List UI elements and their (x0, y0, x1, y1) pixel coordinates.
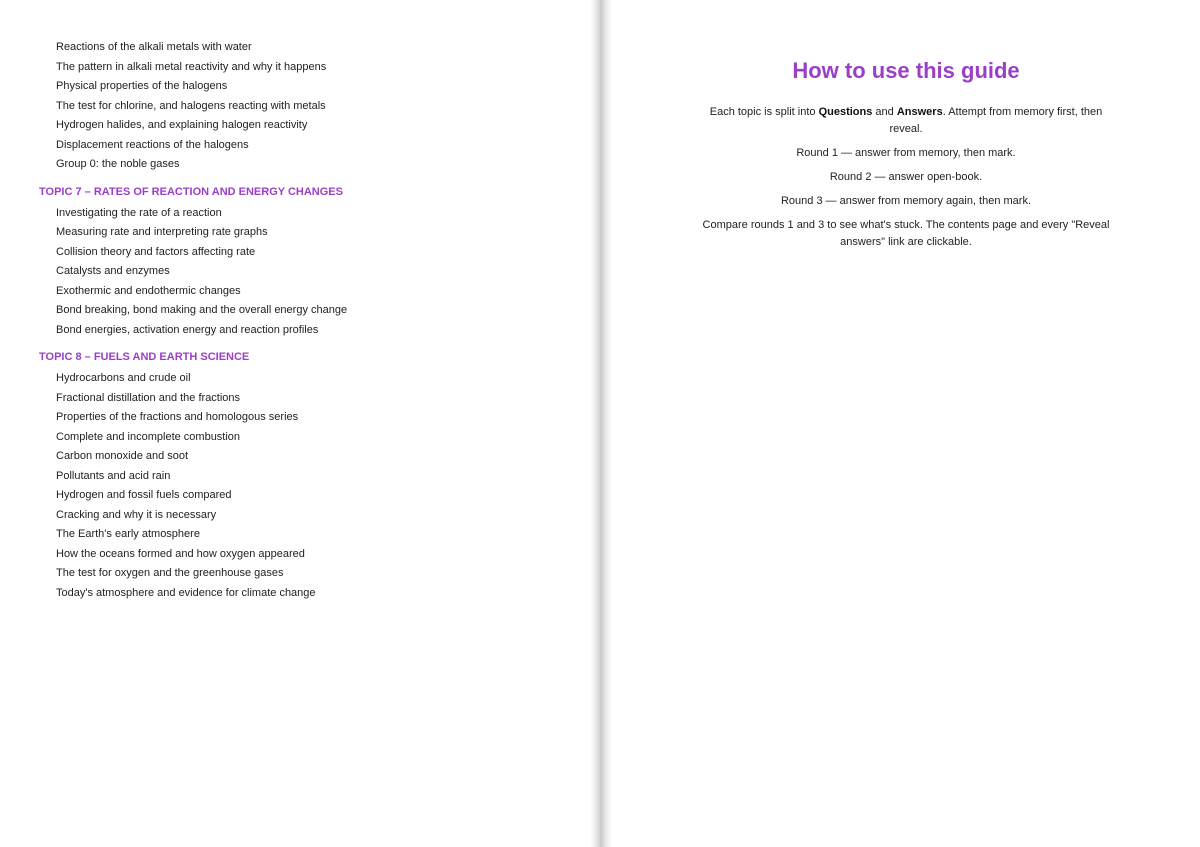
round-3-text: Round 3 — answer from memory again, then mark. (780, 195, 1032, 207)
topic-7-heading[interactable]: TOPIC 7 – RATES OF REACTION AND ENERGY CHANGES (39, 185, 343, 198)
contents-item[interactable]: Today's atmosphere and evidence for climate change (56, 586, 316, 599)
contents-item[interactable]: Catalysts and enzymes (56, 265, 170, 277)
contents-item[interactable]: Hydrogen halides, and explaining halogen reactivity (56, 119, 308, 131)
contents-page (0, 0, 590, 847)
intro-and: and (872, 106, 897, 118)
intro-prefix: Each topic is split into (709, 106, 819, 118)
contents-item[interactable]: Bond energies, activation energy and reaction profiles (56, 323, 319, 336)
guide-intro (696, 104, 1116, 138)
round-2-text: Round 2 — answer open-book. (829, 171, 983, 183)
contents-item[interactable]: Properties of the fractions and homologous series (56, 411, 299, 423)
topic-8-section (39, 348, 590, 603)
contents-item[interactable]: Fractional distillation and the fractions (56, 391, 241, 404)
topic-7-list (39, 204, 590, 341)
contents-item[interactable]: Collision theory and factors affecting rate (56, 245, 256, 258)
questions-label: Questions (818, 106, 873, 118)
contents-item[interactable]: Pollutants and acid rain (56, 469, 171, 482)
guide-page (612, 0, 1200, 847)
round-1-text: Round 1 — answer from memory, then mark. (796, 147, 1016, 159)
compare-text: Compare rounds 1 and 3 to see what's stuck. The contents page and every "Reveal answers" link are clickable. (702, 219, 1110, 248)
topic-7-section (39, 183, 590, 341)
contents-item[interactable]: Exothermic and endothermic changes (56, 284, 241, 297)
contents-item[interactable]: Physical properties of the halogens (56, 80, 228, 92)
contents-list-pre (39, 38, 590, 175)
contents-item[interactable]: Cracking and why it is necessary (56, 508, 217, 521)
contents-item[interactable]: Carbon monoxide and soot (56, 450, 189, 462)
contents-item[interactable]: Group 0: the noble gases (56, 158, 180, 170)
contents-item[interactable]: Measuring rate and interpreting rate graphs (56, 226, 268, 238)
contents-item[interactable]: The pattern in alkali metal reactivity and why it happens (56, 60, 327, 73)
contents-item[interactable]: Hydrocarbons and crude oil (56, 372, 191, 384)
contents-item[interactable]: Reactions of the alkali metals with water (56, 41, 252, 53)
topic-8-heading[interactable]: TOPIC 8 – FUELS AND EARTH SCIENCE (39, 351, 250, 363)
contents-item[interactable]: Hydrogen and fossil fuels compared (56, 489, 232, 501)
contents-item[interactable]: Investigating the rate of a reaction (56, 206, 222, 219)
contents-item[interactable]: The test for oxygen and the greenhouse gases (56, 567, 284, 579)
contents-item[interactable]: How the oceans formed and how oxygen appeared (56, 547, 305, 560)
contents-item[interactable]: Displacement reactions of the halogens (56, 138, 249, 151)
intro-suffix: . Attempt from memory first, then reveal. (889, 106, 1103, 135)
topic-8-list (39, 369, 590, 603)
contents-item[interactable]: Complete and incomplete combustion (56, 430, 241, 443)
contents-item[interactable]: The Earth's early atmosphere (56, 528, 200, 540)
contents-item[interactable]: Bond breaking, bond making and the overall energy change (56, 304, 348, 316)
contents-item[interactable]: The test for chlorine, and halogens reacting with metals (56, 99, 326, 112)
page-gutter (590, 0, 612, 847)
answers-label: Answers (896, 106, 943, 118)
page-title: How to use this guide (792, 58, 1020, 83)
